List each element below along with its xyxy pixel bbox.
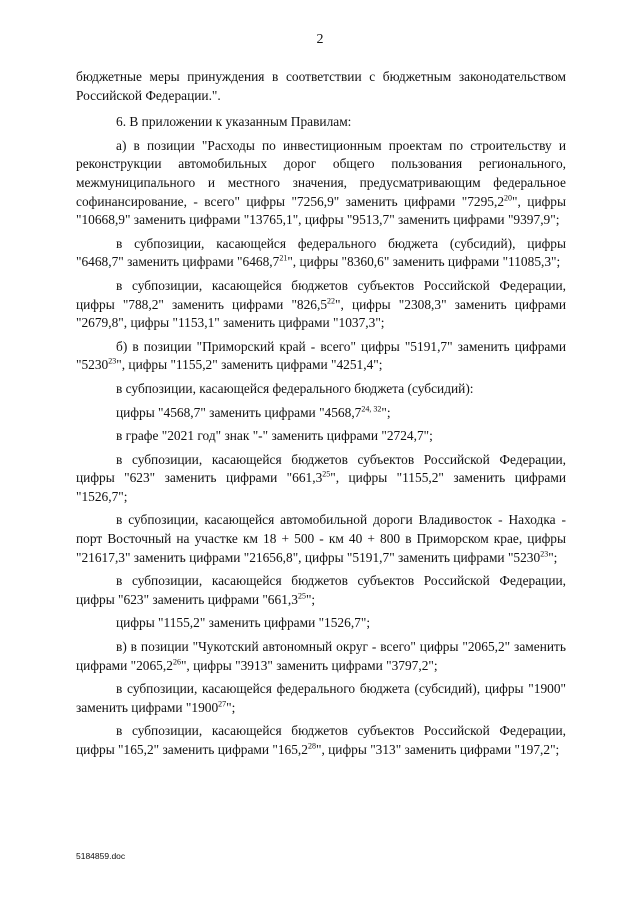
paragraph-text: "; bbox=[226, 699, 236, 715]
footnote-ref: 24, 32 bbox=[361, 404, 382, 414]
paragraph-text: ", цифры "1155,2" заменить цифрами "4251,4"; bbox=[116, 357, 383, 373]
footnote-ref: 26 bbox=[172, 657, 181, 667]
paragraph-text: в субпозиции, касающейся федерального бюджета (субсидий), цифры "6468,7" заменить цифрами "6468,7 bbox=[76, 235, 566, 270]
paragraph-text: в графе "2021 год" знак "-" заменить цифрами "2724,7"; bbox=[116, 428, 433, 444]
paragraph-text: ", цифры "2308,3" заменить цифрами "2679,8", цифры "1153,1" заменить цифрами "1037,3"; bbox=[76, 296, 566, 331]
paragraph-text: "; bbox=[305, 591, 316, 607]
paragraph bbox=[76, 68, 566, 105]
paragraph bbox=[76, 722, 566, 759]
page-number: 2 bbox=[316, 32, 324, 47]
paragraph bbox=[76, 404, 566, 423]
paragraph-text: ", цифры "8360,6" заменить цифрами "11085,3"; bbox=[287, 254, 561, 270]
paragraph-text: "; bbox=[548, 549, 558, 565]
paragraph bbox=[76, 572, 566, 609]
footnote-ref: 25 bbox=[297, 591, 306, 601]
paragraph bbox=[76, 427, 566, 446]
paragraph bbox=[76, 113, 566, 132]
paragraph-text: в) в позиции "Чукотский автономный округ - всего" цифры "2065,2" заменить цифрами "2065,2 bbox=[76, 639, 566, 673]
footnote-ref: 20 bbox=[504, 193, 513, 203]
paragraph bbox=[76, 511, 566, 567]
paragraph-text: в субпозиции, касающейся федерального бюджета (субсидий): bbox=[116, 380, 474, 396]
paragraph-text: а) в позиции "Расходы по инвестиционным проектам по строительству и реконструкции автомобильных дорог общего пользования регионального, межмуниципального и местного значения, предусматривающим федеральное софинансирование, - всего" цифры "7256,9" заменить цифрами "7295,2 bbox=[76, 137, 566, 209]
footnote-ref: 21 bbox=[279, 253, 288, 263]
footnote-ref: 23 bbox=[540, 549, 549, 559]
paragraph-text: ", цифры "3913" заменить цифрами "3797,2"; bbox=[180, 657, 438, 673]
file-name-footer: 5184859.doc bbox=[76, 851, 126, 861]
paragraph-text: в субпозиции, касающейся бюджетов субъектов Российской Федерации, цифры "623" заменить цифрами "661,3 bbox=[76, 573, 566, 607]
paragraph bbox=[76, 451, 566, 507]
paragraph bbox=[76, 277, 566, 333]
paragraph-text: ", цифры "10668,9" заменить цифрами "13765,1", цифры "9513,7" заменить цифрами "9397,9"; bbox=[76, 193, 566, 228]
paragraph bbox=[76, 235, 566, 272]
paragraph-text: б) в позиции "Приморский край - всего" цифры "5191,7" заменить цифрами "5230 bbox=[76, 338, 566, 373]
paragraph-text: "; bbox=[381, 404, 391, 420]
paragraph bbox=[76, 137, 566, 230]
paragraph-text: в субпозиции, касающейся бюджетов субъектов Российской Федерации, цифры "623" заменить цифрами "661,3 bbox=[76, 451, 566, 486]
paragraph-text: цифры "1155,2" заменить цифрами "1526,7"; bbox=[116, 615, 371, 631]
paragraph-text: 6. В приложении к указанным Правилам: bbox=[116, 114, 352, 130]
paragraph-text: в субпозиции, касающейся автомобильной дороги Владивосток - Находка - порт Восточный на участке км 18 + 500 - км 40 + 800 в Приморском крае, цифры "21617,3" заменить цифрами "21656,8", цифры "5191,7" заменить цифрами "5230 bbox=[76, 512, 566, 565]
paragraph-text: в субпозиции, касающейся федерального бюджета (субсидий), цифры "1900" заменить цифрами "1900 bbox=[76, 681, 566, 715]
paragraph bbox=[76, 680, 566, 717]
paragraph bbox=[76, 380, 566, 399]
footnote-ref: 28 bbox=[307, 741, 316, 751]
footnote-ref: 25 bbox=[322, 469, 331, 479]
document-body bbox=[76, 68, 566, 765]
paragraph-text: ", цифры "313" заменить цифрами "197,2"; bbox=[315, 742, 560, 757]
footnote-ref: 23 bbox=[108, 356, 117, 366]
footnote-ref: 27 bbox=[218, 699, 227, 709]
paragraph bbox=[76, 638, 566, 675]
paragraph bbox=[76, 338, 566, 375]
paragraph-text: в субпозиции, касающейся бюджетов субъектов Российской Федерации, цифры "165,2" заменить цифрами "165,2 bbox=[76, 723, 566, 757]
paragraph bbox=[76, 614, 566, 633]
footnote-ref: 22 bbox=[327, 296, 336, 306]
paragraph-text: в субпозиции, касающейся бюджетов субъектов Российской Федерации, цифры "788,2" заменить цифрами "826,5 bbox=[76, 277, 566, 312]
paragraph-text: бюджетные меры принуждения в соответствии с бюджетным законодательством Российской Федерации.". bbox=[76, 69, 566, 103]
paragraph-text: цифры "4568,7" заменить цифрами "4568,7 bbox=[116, 404, 362, 420]
paragraph-text: ", цифры "1155,2" заменить цифрами "1526,7"; bbox=[76, 470, 566, 504]
